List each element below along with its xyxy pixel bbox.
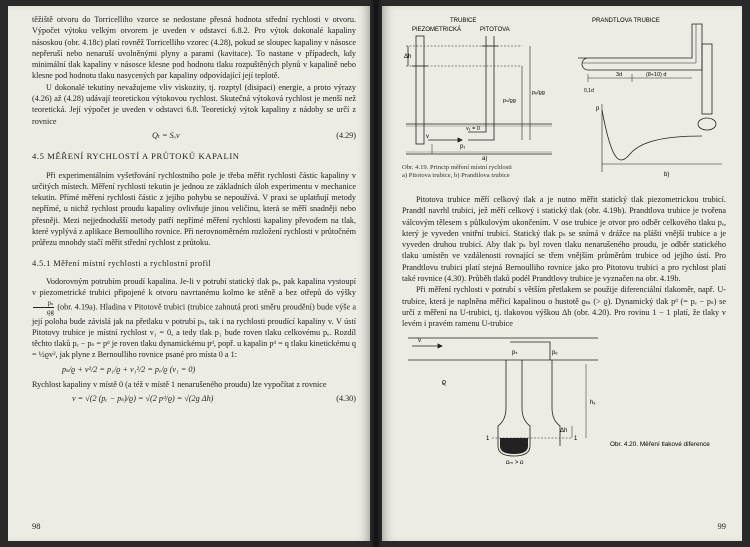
label-trubice: TRUBICE xyxy=(450,18,477,24)
equation-4-30-number: (4.30) xyxy=(336,394,356,404)
label-a: a) xyxy=(482,156,488,162)
left-page xyxy=(8,6,370,541)
label-delta-h: Δh xyxy=(560,427,568,434)
label-rho: ϱ xyxy=(442,378,447,386)
label-plane-1-right: 1 xyxy=(574,435,578,442)
piezometric-tube xyxy=(416,36,424,144)
label-ps-tap: pₛ xyxy=(512,349,518,356)
paragraph-torricelli: těžiště otvoru do Torricelliho vzorce se nedostane přesná hodnota střední rychlosti v otvoru. Výpočet výtoku velkým otvorem je uveden v odstavci 6.8.2. Pro výtok dokonalé kapaliny násoskou (obr. 4.18c) platí rovněž Torricelliho vzorec (4.28), pokud se sloupec kapaliny v násosce nepřeruší nebo nenaruší uvolněnými plyny a parami (kavitace). To nastane v případech, kdy minimální tlak kapaliny v násosce klesne pod hodnotu tlaku rozpuštěných plynů v kapalině nebo klesne pod hodnotu tlaku nasycených par kapaliny odpovídající její teplotě. xyxy=(32,15,356,81)
equation-4-30 xyxy=(32,393,356,404)
right-page xyxy=(382,6,742,541)
paragraph-differential: Při měření rychlosti v potrubí s větším přetlakem se použije diferenciální tlakoměr, např. U-trubice, která je naplněna měřicí kapalinou o hustotě ϱₘ (> ϱ). Dynamický tlak pᵈ (= pₑ − pₛ) se určí z měření na U-trubici, tj. tlakovou výškou Δh (obr. 4.20). Pro rovinu 1 − 1 platí, že tlaky v levém i pravém ramenu U-trubice xyxy=(402,285,726,329)
measuring-fluid xyxy=(500,438,528,454)
label-v1-zero: v₁ = 0 xyxy=(466,126,480,132)
paragraph-velocity: Rychlost kapaliny v místě 0 (a též v místě 1 nenarušeného proudu) lze vypočítat z rovnice xyxy=(32,380,327,390)
figure-4-20 xyxy=(402,334,726,464)
u-tube-right-outer xyxy=(552,360,560,446)
page-number-left: 98 xyxy=(32,521,41,531)
paragraph-prandtl: Pitotova trubice měří celkový tlak a je nutno měřit statický tlak piezometrickou trubicí. Prandtl navrhl trubici, jež měří celkový i statický tlak (obr. 4.19b). Prandtlova trubice je tvořena válcovým tělesem s půlkulovým ukončením. V ose trubice je otvor pro odběr celkového tlaku pₑ, který je vyveden vnitřní trubicí. Statický tlak pₛ se snímá v drážce na plášti vnější trubice a je vyveden druhou trubicí. Aby tlak pₛ byl roven tlaku nenarušeného proudu, je odběr statického tlaku umístěn ve vzdálenosti rovnající se třem vnějším průměrům trubice od jejího ústí. Pro Prandtlovu trubici platí stejná Bernoulliho rovnice jako pro Pitotovu trubici a pro rychlost platí také rovnice (4.30). Průběh tlaků podél Prandtlovy trubice je vyznačen na obr. 4.19b. xyxy=(402,195,726,284)
equation-4-29-number: (4.29) xyxy=(336,130,356,140)
label-v-flow: v xyxy=(418,337,421,344)
label-p1: p₁ xyxy=(460,144,466,150)
fraction-numerator: pₛ xyxy=(33,299,54,308)
figure-4-20-drawing xyxy=(402,334,726,464)
label-8-10d: (8÷10) d xyxy=(646,72,667,78)
paragraph-pitot-part2: (obr. 4.19a). Hladina v Pitotově trubici (trubice zahnutá proti směru proudění) bude výše a její poloha bude závislá jak na přetlaku v potrubí pₛ, tak i na rychlosti proudící kapaliny v. V ústí Pitotovy trubice je místní rychlost v₁ = 0, a tedy tlak p₁ bude roven tlaku celkovému pₑ. Rozdíl těchto tlaků pₑ − pₛ = pᵈ je roven tlaku dynamickému pᵈ, popř. u kapalin pᵈ = q tlaku kinetickému q = ½ϱv², jak plyne z Bernoulliho rovnice psané pro místa 0 a 1: xyxy=(32,301,356,360)
equation-bernoulli xyxy=(32,364,356,375)
prandtl-stem xyxy=(702,44,712,114)
paragraph-pitot xyxy=(32,276,356,361)
label-pc-over-rhog: pₑ/ϱg xyxy=(532,90,545,96)
paragraph-pitot-part1: Vodorovným potrubím proudí kapalina. Je-li v potrubí statický tlak pₛ, pak kapalina vystoupí v piezometrické trubici připojené k otvoru navrtanému kolmo ke stěně a bez otřepů do výšky xyxy=(32,276,356,298)
section-heading-4-5: 4.5 MĚŘENÍ RYCHLOSTÍ A PRŮTOKŮ KAPALIN xyxy=(32,151,240,162)
right-text-column xyxy=(402,14,726,464)
paragraph-ideal-fluid: U dokonalé tekutiny nevažujeme vliv viskozity, tj. rozptyl (disipaci) energie, a proto výrazy (4.26) až (4.28) udávají teoretickou výtokovou rychlost. Skutečná výtoková rychlost je menší než teoretická. Její výpočet je uveden v odstavci 6.8. Teoretický výtok kapaliny z nádoby se určí z rovnice xyxy=(32,82,356,126)
figure-4-19-caption-sub: a) Pitotova trubice, b) Prandtlova trubice xyxy=(402,172,510,179)
figure-4-19 xyxy=(402,14,726,190)
equation-4-30-formula: v = √(2 (pₑ − pₛ)/ϱ) = √(2 pᵈ/ϱ) = √(2g Δh) xyxy=(72,394,214,404)
label-pc-tap: pₑ xyxy=(552,349,558,356)
figure-4-19-caption xyxy=(402,164,512,180)
figure-4-19-caption-title: Obr. 4.19. Princip měření místní rychlosti xyxy=(402,164,512,171)
label-prandtlova-trubice: PRANDTLOVA TRUBICE xyxy=(592,18,660,24)
label-b: b) xyxy=(664,172,670,178)
label-3d: 3d xyxy=(616,72,623,78)
label-plane-1-left: 1 xyxy=(486,435,490,442)
fraction-ps-rho-g xyxy=(33,299,54,316)
equation-4-29 xyxy=(32,130,356,141)
paragraph-measurement-intro: Při experimentálním vyšetřování rychlostního pole je třeba měřit rychlosti částic kapaliny v určitých místech. Měření rychlosti tekutin je jednou ze základních úloh experimentu v mechanice tekutin. Přímé měření rychlosti částic z jejího pohybu se nepoužívá. V praxi se uplatňují metody nepřímé, u nichž rychlost proudu kapaliny ovlivňuje jinou veličinu, která se měří snadněji nebo přesněji. Mezi nejjednodušší metody patří nepřímé měření rychlosti kapaliny převodem na tlak, které vyplývá z aplikace Bernoulliho rovnice. Při nerovnoměrném rozložení rychlosti v průtočném průřezu mnohdy stačí měřit střední rychlost z průtoku. xyxy=(32,170,356,248)
label-v: v xyxy=(426,134,429,140)
equation-bernoulli-formula: pₛ/ϱ + v²/2 = p₁/ϱ + v₁²/2 = pₑ/ϱ (v₁ = 0) xyxy=(62,364,196,374)
subsection-heading-4-5-1: 4.5.1 Měření místní rychlosti a rychlostní profil xyxy=(32,258,212,268)
figure-4-20-caption: Obr. 4.20. Měření tlakové diference xyxy=(610,440,710,448)
pitot-tube-outer xyxy=(468,36,486,132)
label-hx: hₓ xyxy=(590,399,596,406)
label-p: p xyxy=(596,106,600,112)
prandtl-tube-diagram xyxy=(578,24,722,172)
equation-4-29-formula: Qₜ = Sₒv xyxy=(152,130,180,140)
label-rho-m: ϱₘ > ϱ xyxy=(506,459,524,464)
label-pitotova: PITOTOVA xyxy=(480,27,510,33)
left-text-column xyxy=(32,14,356,409)
book-gutter xyxy=(370,0,382,547)
label-piezometricka: PIEZOMETRICKÁ xyxy=(412,27,462,33)
label-delta-h: Δh xyxy=(404,54,412,60)
page-number-right: 99 xyxy=(717,521,726,531)
stem-section xyxy=(698,118,716,130)
fraction-denominator: ϱg xyxy=(47,307,55,316)
pressure-distribution-curve xyxy=(602,110,702,160)
label-01d: 0,1d xyxy=(584,88,594,94)
label-ps-over-rhog: pₛ/ϱg xyxy=(503,98,516,104)
